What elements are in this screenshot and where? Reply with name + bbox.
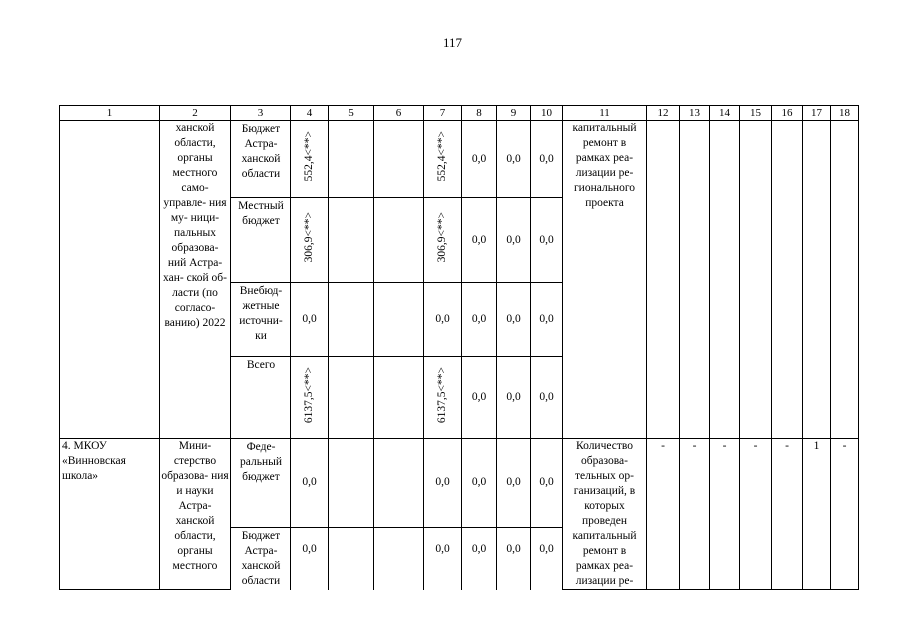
empty-cell [680, 121, 710, 439]
funding-source: Бюджет Астра- ханской области [231, 527, 291, 589]
funding-source: Местный бюджет [231, 198, 291, 283]
result-cell: капитальный ремонт в рамках реа- лизации ре- гионального проекта [563, 121, 647, 439]
executor-cell: Мини- стерство образова- ния и науки Астра- ханской области, органы местного [160, 439, 231, 590]
value-vertical: 552,4<**> [303, 131, 315, 182]
empty-cell [329, 121, 374, 198]
col-header: 9 [497, 106, 531, 121]
object-name-cell: 4. МКОУ «Винновская школа» [60, 439, 160, 590]
value-vertical: 6137,5<**> [303, 366, 315, 424]
indicator-col17: 1 [803, 439, 831, 590]
indicator-col13: - [680, 439, 710, 590]
col-header: 16 [772, 106, 803, 121]
value-col4: 0,0 [291, 527, 329, 589]
value-col10: 0,0 [531, 283, 563, 357]
value-col4: 0,0 [291, 439, 329, 528]
empty-cell [329, 198, 374, 283]
indicator-cell: Количество образова- тельных ор- ганизаций, в которых проведен капитальный ремонт в рамках реа- лизации ре- [563, 439, 647, 590]
empty-cell [374, 439, 424, 528]
value-col7 [424, 357, 462, 439]
value-col7 [424, 121, 462, 198]
value-vertical: 552,4<**> [436, 131, 448, 182]
header-row [60, 106, 859, 121]
table-row [60, 439, 859, 528]
funding-source: Феде- ральный бюджет [231, 439, 291, 528]
indicator-col12: - [647, 439, 680, 590]
col-header: 14 [710, 106, 740, 121]
value-col8: 0,0 [462, 357, 497, 439]
empty-cell [374, 357, 424, 439]
col-header: 10 [531, 106, 563, 121]
value-col7 [424, 198, 462, 283]
indicator-col18: - [831, 439, 859, 590]
empty-cell [374, 527, 424, 589]
value-vertical: 6137,5<**> [436, 366, 448, 424]
empty-cell [329, 439, 374, 528]
empty-cell [374, 121, 424, 198]
empty-cell [374, 198, 424, 283]
name-cell-empty [60, 121, 160, 439]
col-header: 17 [803, 106, 831, 121]
empty-cell [831, 121, 859, 439]
empty-cell [710, 121, 740, 439]
col-header: 1 [60, 106, 160, 121]
value-col4 [291, 198, 329, 283]
value-col8: 0,0 [462, 198, 497, 283]
value-col9: 0,0 [497, 527, 531, 589]
value-col8: 0,0 [462, 283, 497, 357]
empty-cell [740, 121, 772, 439]
value-col9: 0,0 [497, 121, 531, 198]
col-header: 12 [647, 106, 680, 121]
value-vertical: 306,9<**> [303, 212, 315, 263]
empty-cell [329, 357, 374, 439]
value-vertical: 306,9<**> [436, 212, 448, 263]
value-col4 [291, 357, 329, 439]
program-table [59, 105, 859, 590]
col-header: 15 [740, 106, 772, 121]
col-header: 13 [680, 106, 710, 121]
value-col10: 0,0 [531, 198, 563, 283]
value-col10: 0,0 [531, 439, 563, 528]
executor-cell: ханской области, органы местного само- управле- ния му- ници- пальных образова- ний Астра- хан- ской об- ласти (по согласо- ванию) 2022 [160, 121, 231, 439]
col-header: 11 [563, 106, 647, 121]
empty-cell [329, 283, 374, 357]
funding-source: Внебюд- жетные источни- ки [231, 283, 291, 357]
indicator-col16: - [772, 439, 803, 590]
empty-cell [803, 121, 831, 439]
empty-cell [772, 121, 803, 439]
value-col7: 0,0 [424, 283, 462, 357]
col-header: 18 [831, 106, 859, 121]
value-col8: 0,0 [462, 121, 497, 198]
funding-source: Бюджет Астра- ханской области [231, 121, 291, 198]
col-header: 4 [291, 106, 329, 121]
col-header: 7 [424, 106, 462, 121]
value-col4 [291, 121, 329, 198]
value-col9: 0,0 [497, 357, 531, 439]
value-col10: 0,0 [531, 121, 563, 198]
value-col4: 0,0 [291, 283, 329, 357]
indicator-col14: - [710, 439, 740, 590]
table-row [60, 121, 859, 198]
col-header: 2 [160, 106, 231, 121]
col-header: 5 [329, 106, 374, 121]
value-col8: 0,0 [462, 439, 497, 528]
empty-cell [329, 527, 374, 589]
indicator-col15: - [740, 439, 772, 590]
value-col9: 0,0 [497, 283, 531, 357]
empty-cell [647, 121, 680, 439]
value-col7: 0,0 [424, 439, 462, 528]
funding-source: Всего [231, 357, 291, 439]
value-col10: 0,0 [531, 357, 563, 439]
value-col8: 0,0 [462, 527, 497, 589]
value-col9: 0,0 [497, 198, 531, 283]
page-number: 117 [442, 35, 463, 50]
value-col10: 0,0 [531, 527, 563, 589]
col-header: 6 [374, 106, 424, 121]
value-col7: 0,0 [424, 527, 462, 589]
empty-cell [374, 283, 424, 357]
col-header: 3 [231, 106, 291, 121]
value-col9: 0,0 [497, 439, 531, 528]
col-header: 8 [462, 106, 497, 121]
